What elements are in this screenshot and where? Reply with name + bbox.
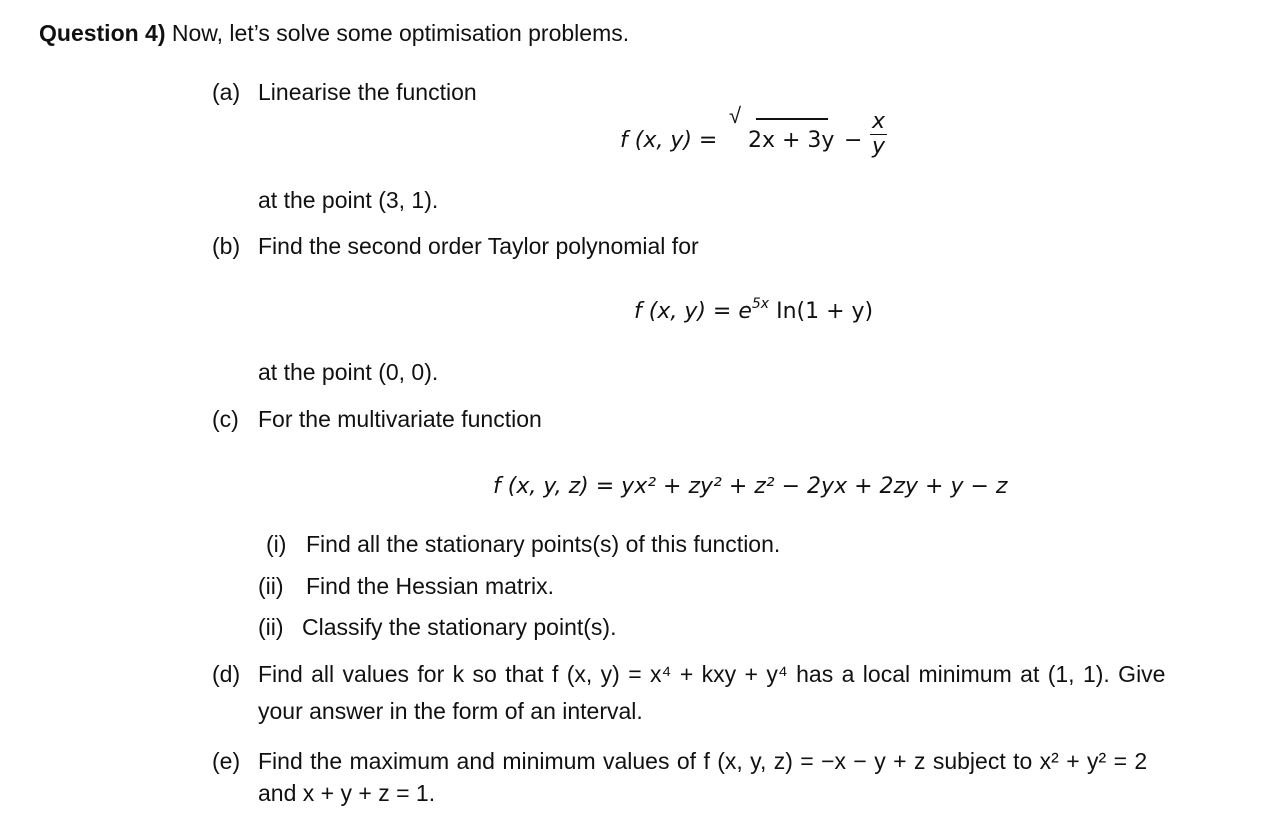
part-b-equation <box>634 296 873 324</box>
part-a-label: (a) <box>212 79 241 105</box>
part-d-line1: Find all values for k so that f (x, y) = x⁴ + kxy + y⁴ has a local minimum at (1, 1). Give <box>258 661 1166 687</box>
part-a-text: Linearise the function <box>258 79 477 105</box>
part-c-sub-ii-label: (ii) <box>258 573 284 599</box>
question-intro: Now, let’s solve some optimisation problems. <box>171 20 630 46</box>
part-b-label: (b) <box>212 233 241 259</box>
part-b-eq-rhs: In(1 + y) <box>769 299 874 324</box>
part-a-eq-minus: − <box>844 128 863 153</box>
part-c-label: (c) <box>212 406 239 432</box>
part-a-fraction <box>870 110 887 159</box>
question-header <box>39 20 629 47</box>
part-c-sub-iii-text: Classify the stationary point(s). <box>302 614 617 640</box>
part-e-line2: and x + y + z = 1. <box>258 780 436 806</box>
question-label: Question 4) <box>39 20 166 46</box>
part-e-line1: Find the maximum and minimum values of f (x, y, z) = −x − y + z subject to x² + y² = 2 <box>258 748 1148 774</box>
part-a-point: at the point (3, 1). <box>258 187 439 213</box>
part-c-equation: f (x, y, z) = yx² + zy² + z² − 2yx + 2zy + y − z <box>493 474 1008 499</box>
part-c-sub-i-text: Find all the stationary points(s) of this function. <box>306 531 781 557</box>
part-b-text: Find the second order Taylor polynomial for <box>258 233 699 259</box>
part-b-eq-exp: 5x <box>751 296 770 312</box>
sqrt-vinculum <box>756 118 828 120</box>
part-b-point: at the point (0, 0). <box>258 359 439 385</box>
part-a-eq-lhs: f (x, y) = <box>620 128 718 153</box>
part-a-eq-radicand: 2x + 3y <box>748 128 835 153</box>
sqrt-icon: √ <box>729 103 742 128</box>
fraction-numerator: x <box>872 109 886 134</box>
part-c-text: For the multivariate function <box>258 406 542 432</box>
part-e-label: (e) <box>212 748 241 774</box>
part-c-sub-i-label: (i) <box>266 531 287 557</box>
part-c-sub-iii-label: (ii) <box>258 614 284 640</box>
part-b-eq-lhs: f (x, y) = e <box>634 299 752 324</box>
part-d-label: (d) <box>212 661 241 687</box>
fraction-denominator: y <box>872 134 886 159</box>
part-c-sub-ii-text: Find the Hessian matrix. <box>306 573 554 599</box>
part-d-line2: your answer in the form of an interval. <box>258 698 643 724</box>
